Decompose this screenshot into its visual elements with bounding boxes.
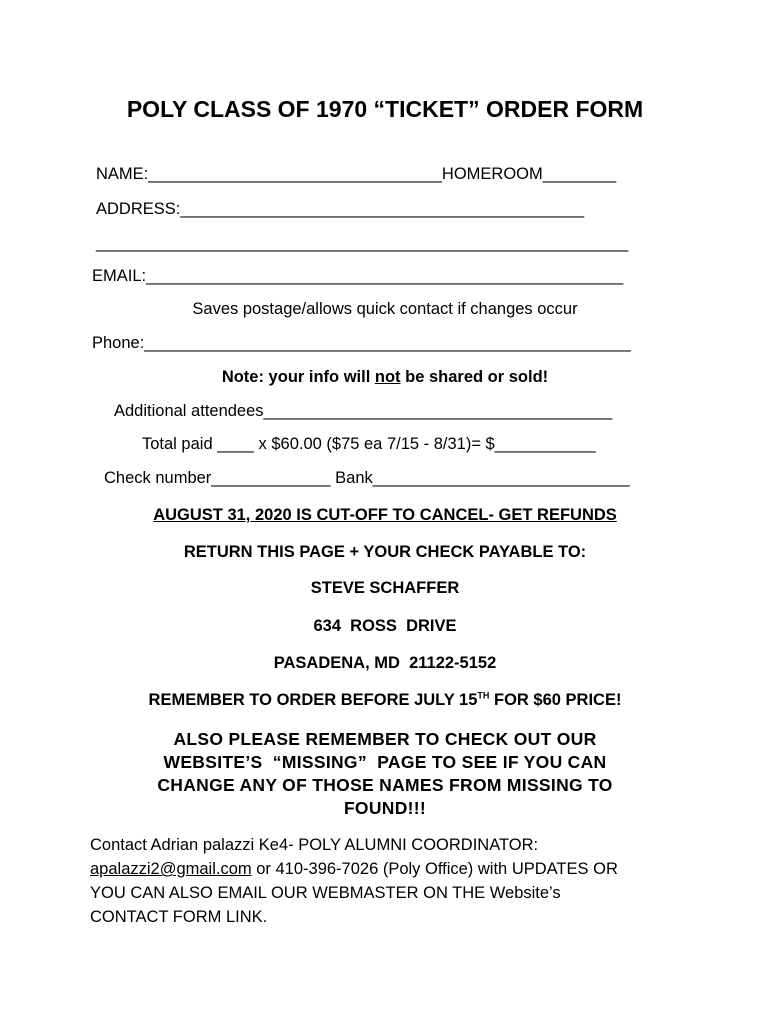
website-notice-line-2: WEBSITE’S “MISSING” PAGE TO SEE IF YOU CAN <box>163 752 607 772</box>
phone-field: Phone:_____________________________________________________ <box>92 334 631 352</box>
check-bank-field: Check number_____________ Bank____________________________ <box>104 469 630 487</box>
address-field: ADDRESS:____________________________________________ <box>96 200 585 218</box>
payee-name: STEVE SCHAFFER <box>310 579 460 597</box>
email-field: EMAIL:____________________________________________________ <box>92 267 624 285</box>
email-note: Saves postage/allows quick contact if changes occur <box>192 300 578 318</box>
privacy-note-emphasis: not <box>374 368 401 386</box>
contact-webmaster-text: YOU CAN ALSO EMAIL OUR WEBMASTER ON THE Website’s <box>90 884 561 902</box>
contact-line-4 <box>90 905 690 929</box>
coordinator-email-link[interactable]: apalazzi2@gmail.com <box>90 860 252 878</box>
page-title: POLY CLASS OF 1970 “TICKET” ORDER FORM <box>126 96 644 122</box>
additional-attendees-field: Additional attendees______________________________________ <box>114 402 613 420</box>
price-reminder-superscript: TH <box>477 690 490 701</box>
privacy-note-suffix: be shared or sold! <box>400 368 549 386</box>
payee-city: PASADENA, MD 21122-5152 <box>273 654 497 672</box>
price-reminder-suffix: FOR $60 PRICE! <box>489 691 622 709</box>
contact-block <box>90 833 690 929</box>
price-reminder <box>0 690 770 710</box>
privacy-note-prefix: Note: your info will <box>221 368 375 386</box>
contact-line-3 <box>90 881 690 905</box>
payee-street: 634 ROSS DRIVE <box>313 617 457 635</box>
privacy-note <box>0 367 770 387</box>
cutoff-notice: AUGUST 31, 2020 IS CUT-OFF TO CANCEL- GET REFUNDS <box>153 506 617 524</box>
contact-phone-text: or 410-396-7026 (Poly Office) with UPDATES OR <box>251 860 618 878</box>
total-paid-field: Total paid ____ x $60.00 ($75 ea 7/15 - 8/31)= $___________ <box>142 435 596 453</box>
website-notice-line-3: CHANGE ANY OF THOSE NAMES FROM MISSING TO <box>157 775 613 795</box>
contact-form-link-text: CONTACT FORM LINK. <box>90 908 268 926</box>
return-instruction: RETURN THIS PAGE + YOUR CHECK PAYABLE TO: <box>183 543 587 561</box>
address-second-line: __________________________________________________________ <box>96 234 629 252</box>
website-notice-line-4: FOUND!!! <box>343 798 427 818</box>
price-reminder-prefix: REMEMBER TO ORDER BEFORE JULY 15 <box>148 691 478 709</box>
name-homeroom-field: NAME:________________________________HOMEROOM________ <box>96 165 617 183</box>
contact-coordinator-text: Contact Adrian palazzi Ke4- POLY ALUMNI COORDINATOR: <box>90 836 539 854</box>
website-notice-line-1: ALSO PLEASE REMEMBER TO CHECK OUT OUR <box>173 729 597 749</box>
contact-line-1 <box>90 833 690 857</box>
contact-line-2 <box>90 857 690 881</box>
